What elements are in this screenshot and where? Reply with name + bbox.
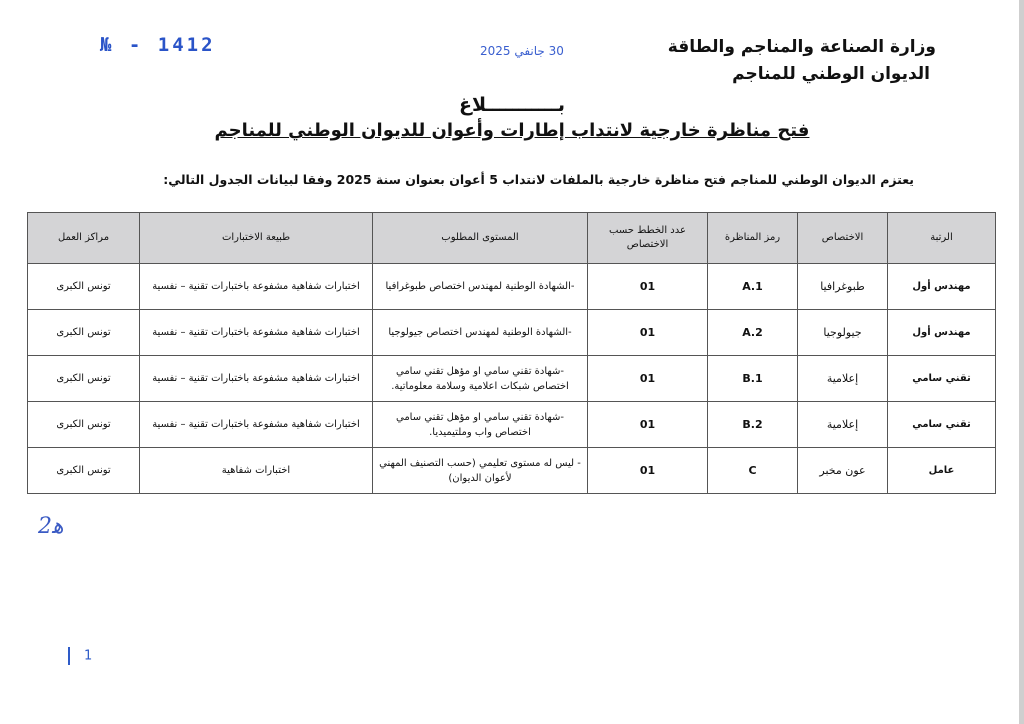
notice-title: فتح مناظرة خارجية لانتداب إطارات وأعوان للديوان الوطني للمناجم — [214, 120, 810, 141]
cell-count: 01 — [588, 448, 708, 494]
table-row — [28, 448, 996, 494]
table-header-row — [28, 213, 996, 264]
header-center: مراكز العمل — [28, 213, 140, 264]
handwritten-annotation: ﻫ2 — [38, 514, 64, 539]
cell-level: -الشهادة الوطنية لمهندس اختصاص طبوغرافيا — [373, 264, 588, 310]
notice-word: بـــــــــــلاغ — [459, 94, 565, 116]
cell-code: B.2 — [708, 402, 798, 448]
cell-center: تونس الكبرى — [28, 310, 140, 356]
header-code: رمز المناظرة — [708, 213, 798, 264]
cell-code: B.1 — [708, 356, 798, 402]
cell-rank: تقني سامي — [888, 356, 996, 402]
header-count: عدد الخطط حسب الاختصاص — [588, 213, 708, 264]
recruitment-table — [27, 212, 996, 494]
cell-tests: اختبارات شفاهية مشفوعة باختبارات تقنية – نفسية — [140, 402, 373, 448]
registration-stamp: № - 1412 — [100, 34, 216, 56]
date-stamp: 30 جانفي 2025 — [480, 44, 564, 58]
cell-tests: اختبارات شفاهية مشفوعة باختبارات تقنية – نفسية — [140, 310, 373, 356]
ministry-name: وزارة الصناعة والمناجم والطاقة — [667, 37, 936, 57]
cell-count: 01 — [588, 356, 708, 402]
header-level: المستوى المطلوب — [373, 213, 588, 264]
cell-level: -الشهادة الوطنية لمهندس اختصاص جيولوجيا — [373, 310, 588, 356]
cell-rank: عامل — [888, 448, 996, 494]
cell-specialty: طبوغرافيا — [798, 264, 888, 310]
cell-rank: تقني سامي — [888, 402, 996, 448]
cell-count: 01 — [588, 264, 708, 310]
table-row — [28, 402, 996, 448]
cell-center: تونس الكبرى — [28, 448, 140, 494]
cell-tests: اختبارات شفاهية — [140, 448, 373, 494]
cell-specialty: إعلامية — [798, 402, 888, 448]
cell-center: تونس الكبرى — [28, 402, 140, 448]
cell-specialty: جيولوجيا — [798, 310, 888, 356]
cell-count: 01 — [588, 402, 708, 448]
cell-code: C — [708, 448, 798, 494]
header-specialty: الاختصاص — [798, 213, 888, 264]
cell-code: A.2 — [708, 310, 798, 356]
intro-paragraph: يعتزم الديوان الوطني للمناجم فتح مناظرة خارجية بالملفات لانتداب 5 أعوان بعنوان سنة 2025 وفقا لبيانات الجدول التالي: — [163, 172, 914, 187]
header-rank: الرتبة — [888, 213, 996, 264]
header-tests: طبيعة الاختبارات — [140, 213, 373, 264]
cell-rank: مهندس أول — [888, 264, 996, 310]
cell-code: A.1 — [708, 264, 798, 310]
notice-heading — [0, 92, 1024, 144]
table-row — [28, 310, 996, 356]
cell-specialty: عون مخبر — [798, 448, 888, 494]
cell-count: 01 — [588, 310, 708, 356]
cell-level: -شهادة تقني سامي او مؤهل تقني سامي اختصاص واب وملتيميديا. — [373, 402, 588, 448]
cell-level: - ليس له مستوى تعليمي (حسب التصنيف المهني لأعوان الديوان) — [373, 448, 588, 494]
cell-tests: اختبارات شفاهية مشفوعة باختبارات تقنية – نفسية — [140, 264, 373, 310]
table-row — [28, 356, 996, 402]
cell-level: -شهادة تقني سامي او مؤهل تقني سامي اختصاص شبكات اعلامية وسلامة معلوماتية. — [373, 356, 588, 402]
cell-rank: مهندس أول — [888, 310, 996, 356]
page-number-value: 1 — [84, 648, 93, 664]
cell-center: تونس الكبرى — [28, 356, 140, 402]
page-number — [68, 647, 92, 665]
cell-specialty: إعلامية — [798, 356, 888, 402]
office-name: الديوان الوطني للمناجم — [732, 64, 930, 84]
page-number-bar — [68, 647, 70, 665]
cell-center: تونس الكبرى — [28, 264, 140, 310]
letterhead — [668, 34, 936, 88]
table-row — [28, 264, 996, 310]
cell-tests: اختبارات شفاهية مشفوعة باختبارات تقنية – نفسية — [140, 356, 373, 402]
